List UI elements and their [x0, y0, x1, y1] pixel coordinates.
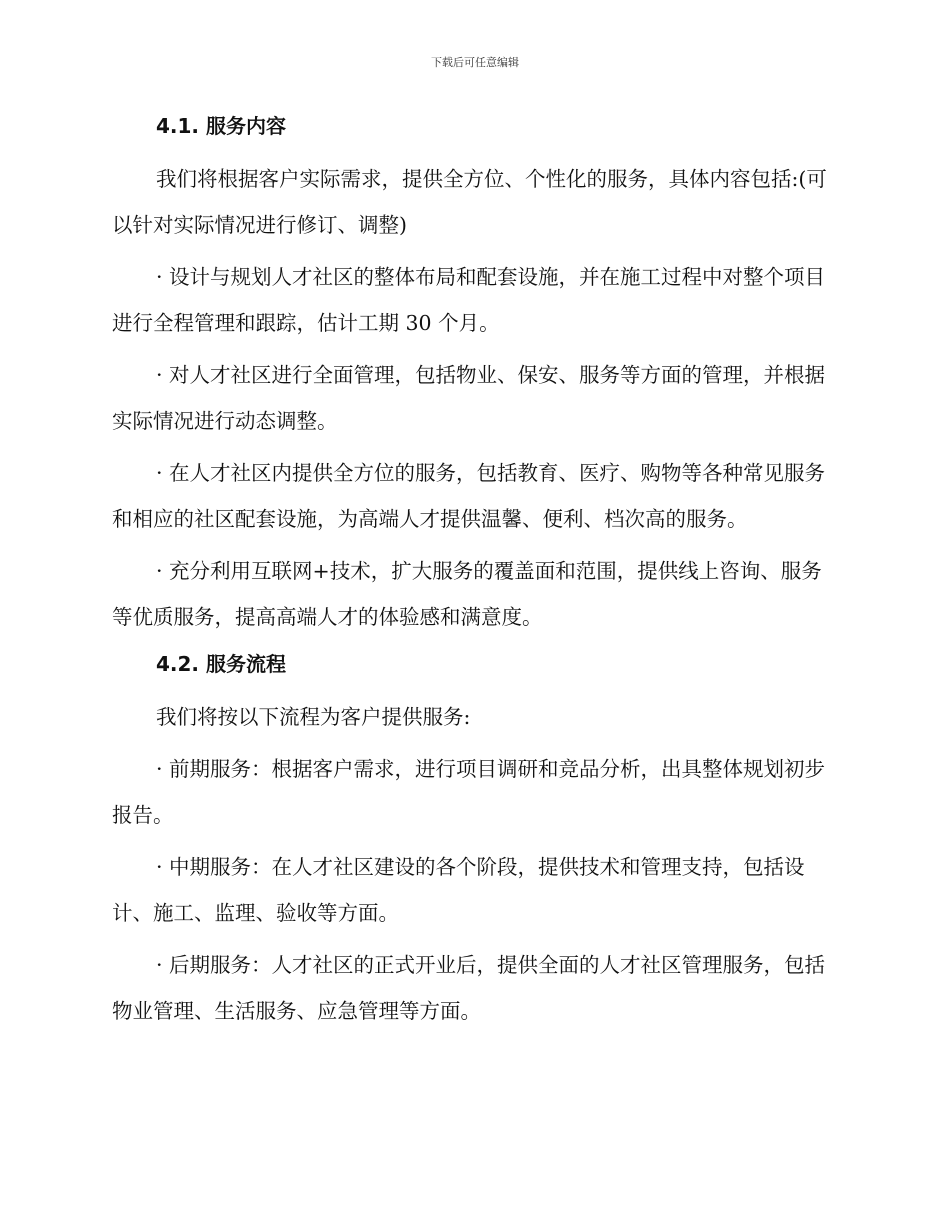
bullet-paragraph: · 设计与规划人才社区的整体布局和配套设施，并在施工过程中对整个项目进行全程管理和跟踪，估计工期 30 个月。 — [112, 265, 826, 335]
paragraph: 我们将按以下流程为客户提供服务: — [156, 705, 471, 729]
bullet-paragraph: · 前期服务：根据客户需求，进行项目调研和竞品分析，出具整体规划初步报告。 — [112, 757, 826, 827]
section-heading-4-2: 4.2. 服务流程 — [156, 652, 286, 676]
page-header: 下载后可任意编辑 — [431, 56, 519, 69]
paragraph: 我们将根据客户实际需求，提供全方位、个性化的服务，具体内容包括:(可以针对实际情况进行修订、调整) — [112, 167, 827, 237]
bullet-paragraph: · 中期服务：在人才社区建设的各个阶段，提供技术和管理支持，包括设计、施工、监理、验收等方面。 — [112, 855, 805, 925]
bullet-paragraph: · 充分利用互联网+技术，扩大服务的覆盖面和范围，提供线上咨询、服务等优质服务，提高高端人才的体验感和满意度。 — [112, 559, 822, 629]
bullet-paragraph: · 在人才社区内提供全方位的服务，包括教育、医疗、购物等各种常见服务和相应的社区配套设施，为高端人才提供温馨、便利、档次高的服务。 — [112, 461, 826, 531]
bullet-paragraph: · 对人才社区进行全面管理，包括物业、保安、服务等方面的管理，并根据实际情况进行动态调整。 — [112, 363, 826, 433]
section-heading-4-1: 4.1. 服务内容 — [156, 114, 286, 138]
document-body — [112, 108, 838, 1034]
bullet-paragraph: · 后期服务：人才社区的正式开业后，提供全面的人才社区管理服务，包括物业管理、生活服务、应急管理等方面。 — [112, 953, 826, 1023]
